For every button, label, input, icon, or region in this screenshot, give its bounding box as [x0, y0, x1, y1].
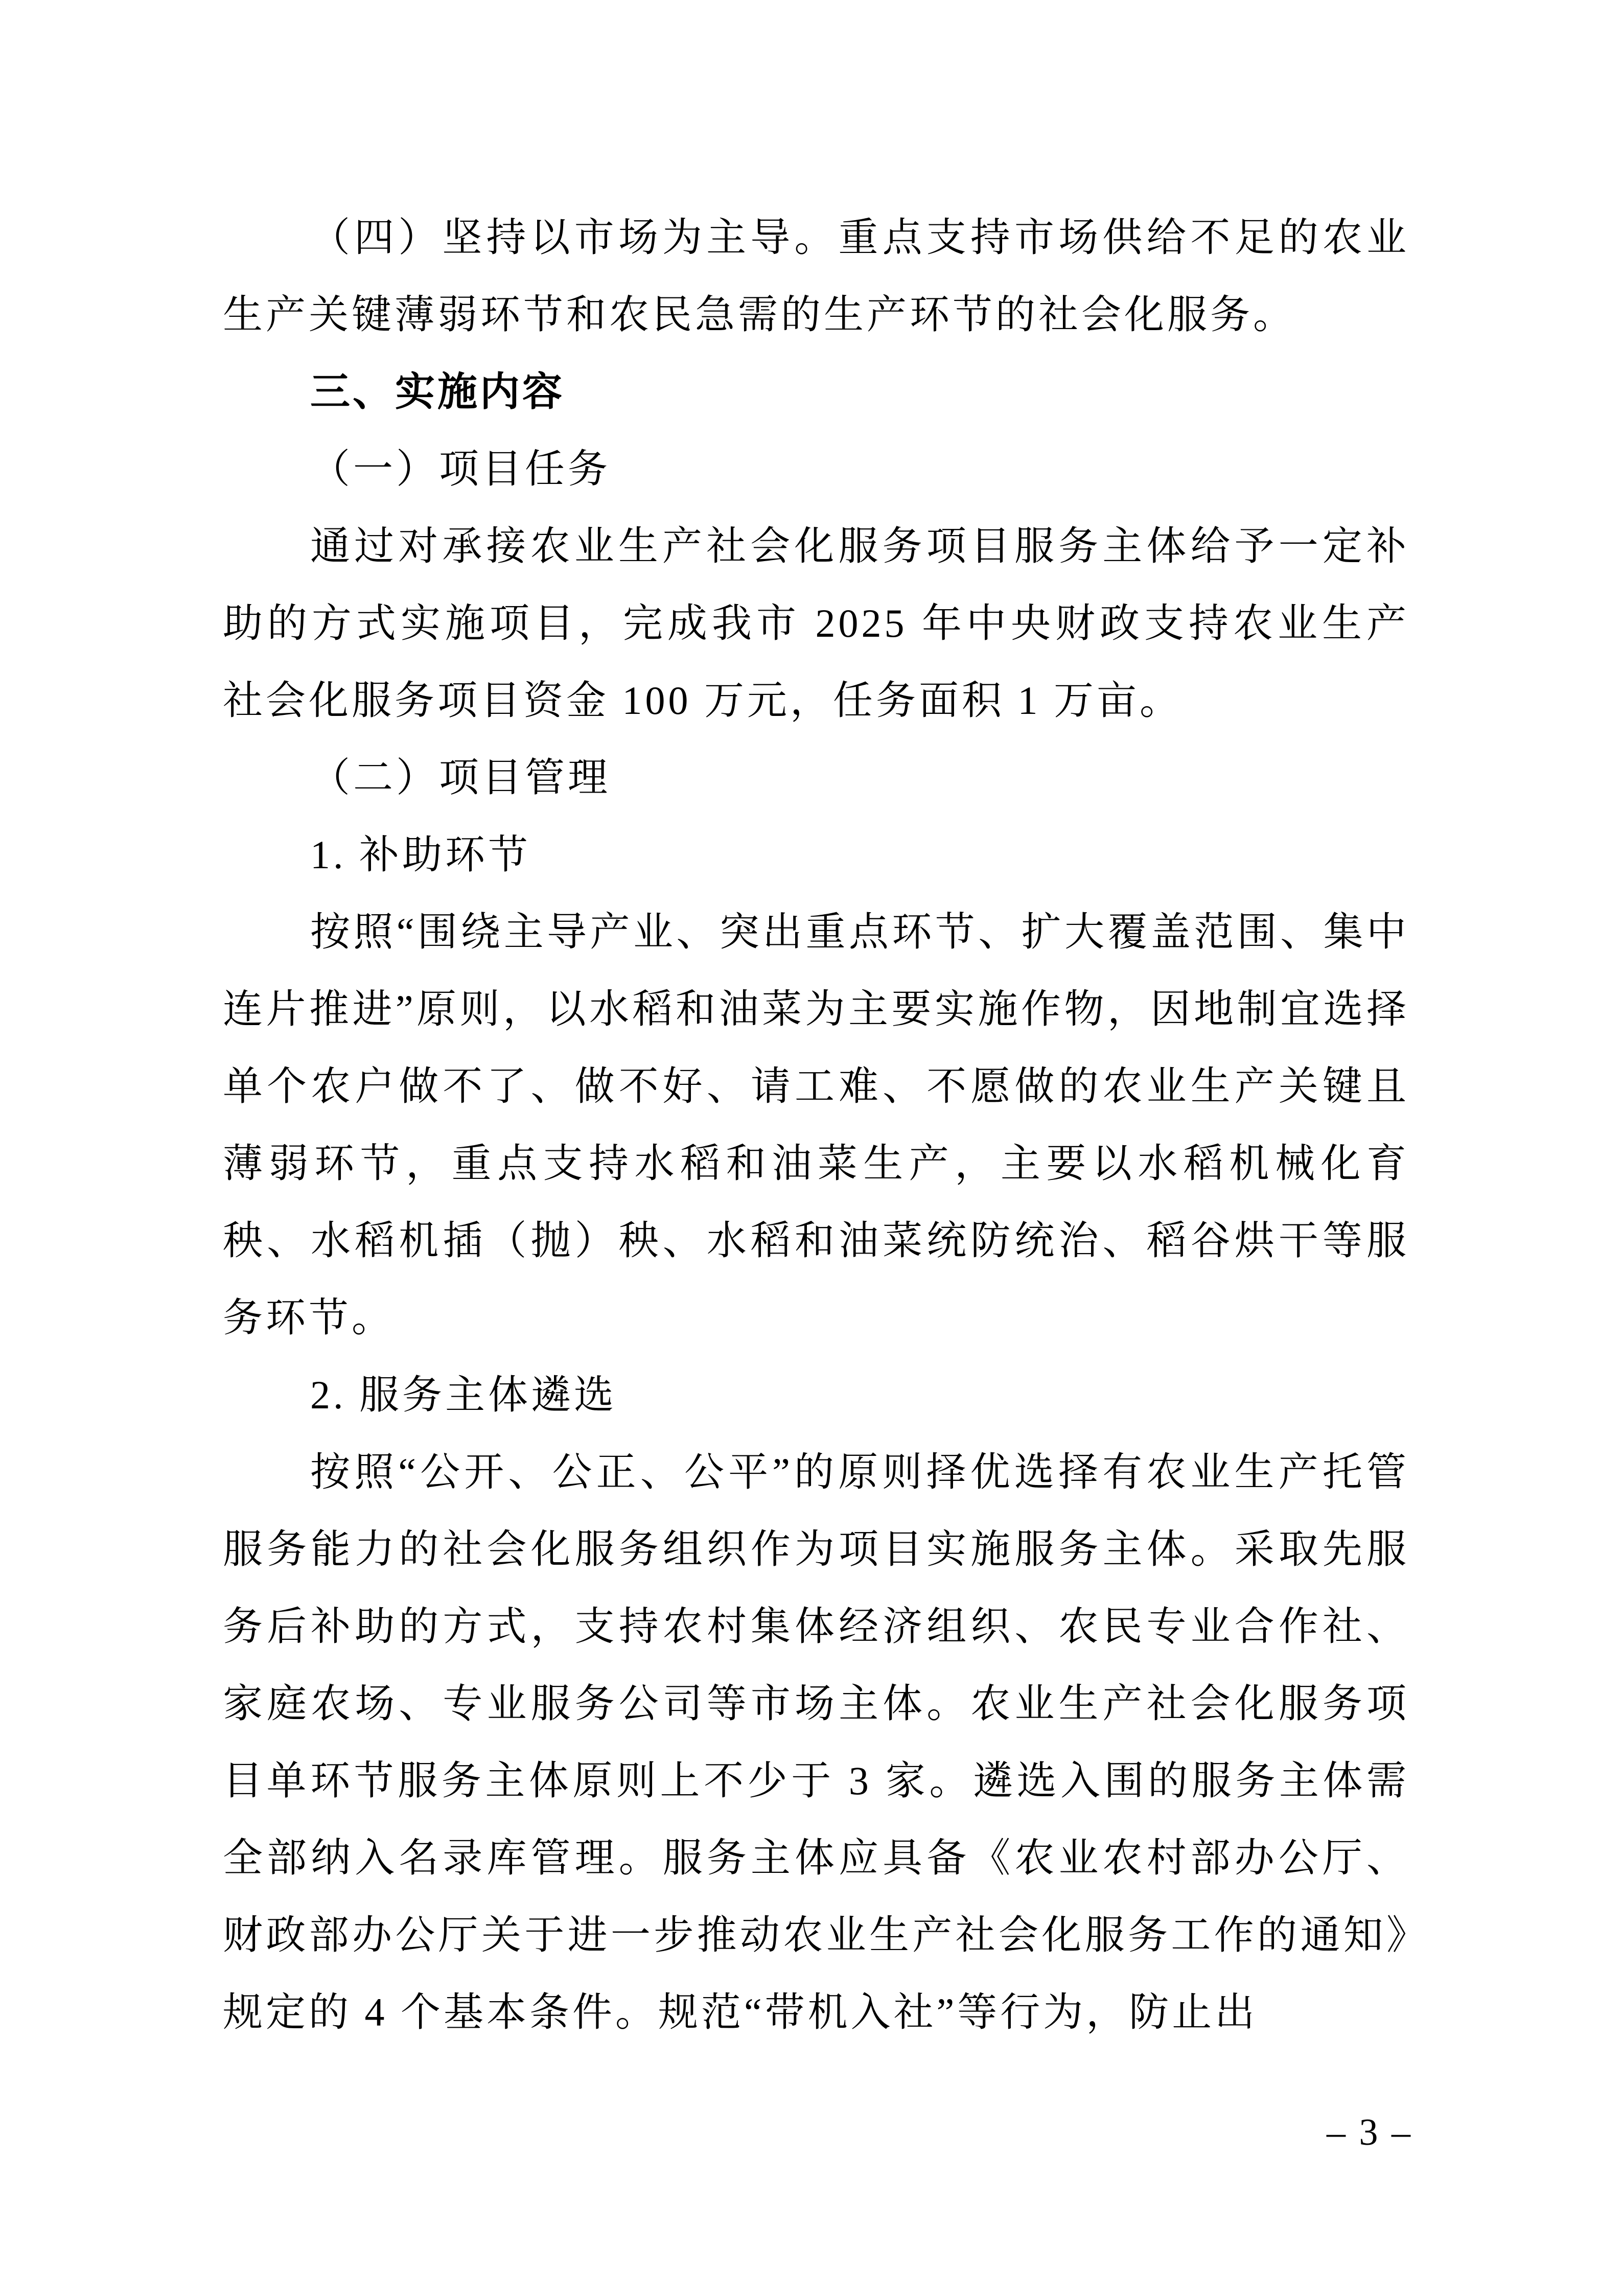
section-heading-implementation-content: 三、实施内容: [310, 369, 565, 414]
paragraph-subsidy-links-detail: 按照“围绕主导产业、突出重点环节、扩大覆盖范围、集中连片推进”原则，以水稻和油菜为主要实施作物，因地制宜选择单个农户做不了、做不好、请工难、不愿做的农业生产关键且薄弱环节，重点支持水稻和油菜生产，主要以水稻机械化育秧、水稻机插（抛）秧、水稻和油菜统防统治、稻谷烘干等服务环节。: [223, 910, 1409, 1340]
sub-heading-project-task: （一）项目任务: [310, 447, 611, 491]
sub-heading-subsidy-links: 1. 补助环节: [310, 832, 531, 877]
sub-heading-service-provider-selection: 2. 服务主体遴选: [310, 1373, 617, 1417]
page-number: – 3 –: [1327, 2112, 1412, 2153]
sub-heading-project-management: （二）项目管理: [310, 755, 611, 800]
paragraph-service-provider-selection-detail: 按照“公开、公正、公平”的原则择优选择有农业生产托管服务能力的社会化服务组织作为项目实施服务主体。采取先服务后补助的方式，支持农村集体经济组织、农民专业合作社、家庭农场、专业服务公司等市场主体。农业生产社会化服务项目单环节服务主体原则上不少于 3 家。遴选入围的服务主体需全部纳入名录库管理。服务主体应具备《农业农村部办公厅、财政部办公厅关于进一步推动农业生产社会化服务工作的通知》规定的 4 个基本条件。规范“带机入社”等行为，防止出: [223, 1450, 1409, 2034]
paragraph-market-oriented-principle: （四）坚持以市场为主导。重点支持市场供给不足的农业生产关键薄弱环节和农民急需的生产环节的社会化服务。: [223, 215, 1409, 337]
document-body: [223, 199, 1409, 2051]
paragraph-project-task-detail: 通过对承接农业生产社会化服务项目服务主体给予一定补助的方式实施项目，完成我市 2025 年中央财政支持农业生产社会化服务项目资金 100 万元，任务面积 1 万亩。: [223, 524, 1409, 723]
